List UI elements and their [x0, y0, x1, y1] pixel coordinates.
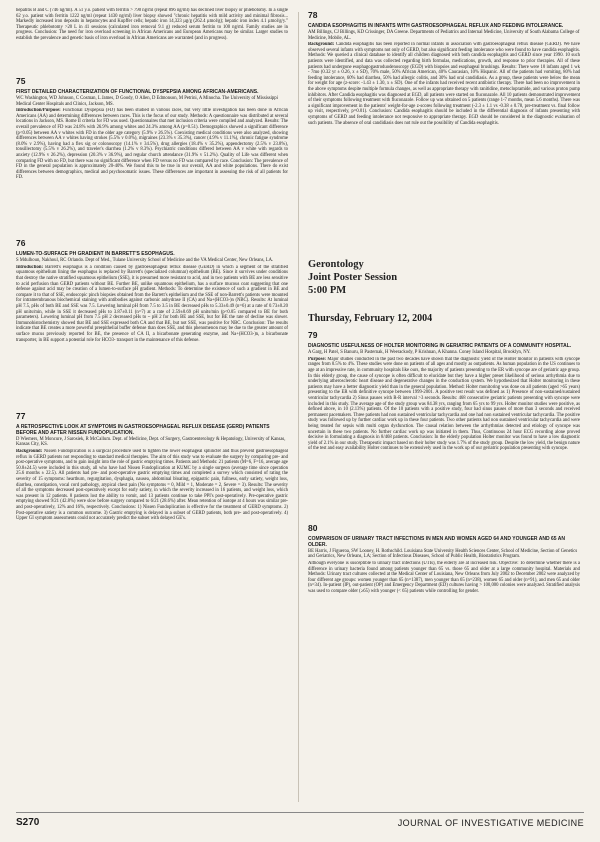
- abstract-authors: D Wiemers, M Moncure, J Sarosiek, R McCallum. Dept. of Medicine, Dept. of Surgery, Gastroenterology & Hepatology, University of Kansas, Kansas City, KS.: [16, 436, 286, 448]
- abstract-authors: BE Harris, J Figueroa, SW Looney, H. Rothschild. Louisiana State University Health Sciences Center, School of Medicine, Section of Genetics and Geriatrics, New Orleans, LA; Section of Infectious Diseases, School of Public Health, Biostatistics Program.: [308, 548, 578, 560]
- page-number: S270: [16, 817, 40, 828]
- abstract-number: 75: [16, 76, 26, 86]
- journal-name: JOURNAL OF INVESTIGATIVE MEDICINE: [397, 817, 584, 828]
- abstract-authors: AM Billings, CJ Billings, KD Crissinger, DA Greene. Departments of Pediatrics and Internal Medicine, University of South Alabama College of Medicine, Mobile, AL.: [308, 30, 580, 41]
- abstract-number: 80: [308, 522, 318, 533]
- page-footer: [16, 812, 584, 828]
- abstract-text: Major studies conducted in the past two decades have shown that the diagnostic yield of the Holter monitor in patients with syncope ranges from 0.5% to 4%. These studies were done on patients of all ages and mostly as outpatients. As human population in the US continues to age at an impressive rate, in community hospitals like ours, the majority of patients presenting to the ER with syncope are of geriatric age group. In this elderly group, the cause of syncope is often difficult to elucidate but they have a higher preset likelihood of serious arrhythmia due to underlying atherosclerotic heart disease and degenerative changes in the conduction system. We hypothesized that Holter monitoring in these patients may have a better diagnostic yield than in the general population. Method: Holter monitoring was done on all patients (aged >65 years) presenting to the ER with definitive syncope between 1999-2001. A positive test result was defined as 1) Presence of non-sustained/sustained ventricular tachycardia 2) Sinus pauses with R-R interval >3 seconds. Results: 468 consecutive geriatric patients presenting with syncope were included in this study. The average age of the study group was 84.38 yrs, ranging from 65 yrs to 99 yrs. Holter monitor studies were positive, as defined above, in 10 (2.13%) patients. Of the 10 patients with a positive study, four had sinus pauses of more than 3 seconds and received permanent pacemakers. Three patients had non sustained ventricular tachycardia and one had non sustained ventricular tachycardia. The positive study was followed up by further cardiac work up in these four patients. Two other patients had non sustained ventricular tachycardia and were being treated for sepsis with multi organ dysfunction. The causal relation between the arrhythmias detected and etiology of syncope was uncertain in these two patients. No further cardiac work up was initiated in them. Thus, Continuous 24 hour ECG recording alone proved decisive in formulating a diagnosis in 8/468 patients. Conclusion: In the elderly population Holter monitor was found to have a low diagnostic yield of 2.1% in our study. Therapeutic impact based on their holter study was 1.7% of the study group. Despite the low yield, the benign nature of the test and easy availability Holter continues to be extensively used in the work up of our geriatric population presenting with syncope.: [308, 356, 580, 452]
- abstract-authors: A Garg, H Patel, S Banuru, B Pasternak, H Weerackody, P Krishnan, A Khanna. Coney Island Hospital, Brooklyn, NY.: [308, 350, 531, 356]
- abstract-title: COMPARISON OF URINARY TRACT INFECTIONS IN MEN AND WOMEN AGED 64 AND YOUNGER AND 65 AN OLDER.: [308, 535, 565, 548]
- abstract-lead: Purpose:: [308, 356, 326, 362]
- abstract-79: [308, 330, 580, 517]
- abstract-body: [16, 449, 288, 617]
- session-header: [308, 258, 580, 297]
- session-track: Gerontology: [308, 259, 364, 271]
- abstract-body: [16, 265, 288, 405]
- right-column: [308, 8, 580, 617]
- abstract-title: CANDIDA ESOPHAGITIS IN INFANTS WITH GASTROESOPHAGEAL REFLUX AND FEEDING INTOLERANCE.: [308, 23, 564, 29]
- session-date: Thursday, February 12, 2004: [308, 313, 433, 325]
- abstract-body: [16, 108, 288, 232]
- abstract-lead: Background:: [16, 448, 43, 454]
- abstract-77: [16, 411, 288, 617]
- abstract-authors: WC Washington, WD Johnson, C Cosman, L James, D Goody, O Allen, D Edmonson, M Petrini, A Minocha. The University of Mississippi Medical Center Hospitals and Clinics, Jackson, MS.: [16, 96, 278, 107]
- abstract-75: [16, 76, 288, 232]
- abstract-lead: Introduction:: [16, 264, 44, 270]
- abstract-body: [308, 42, 580, 232]
- session-time: 5:00 PM: [308, 285, 347, 297]
- abstract-text: Functional Dyspepsia (FD) has been studied in various races, but very little investigation has been done in African Americans (AA) and determining differences between races. This is the focus of our study. Methods: A questionnaire was distributed at several locations in Jackson, MS. Rome II criteria for FD was used. Questionnaires that met inclusion criteria were compiled and analyzed. Results: The overall prevalence of FD was 24.8% with 26.9% among whites and 24.3% among AA (p=0.51). Demographics showed a significant difference (p<0.05) between AA v whites with FD in the older age category (5.9% v 26.5%). Coexisting medical conditions were also analyzed, showing differences between AA v whites having strokes (5.5% v 0.0%), migraines (23.3% v 35.3%), cancer (4.9% v 11.1%), chronic fatigue syndrome (8.0% v 2.9%), having had a flex sig or colonoscopy (14.1% v 34.5%), drug allergies (18.4% v 35.2%), appendectomy (2.5% v 23.8%), tonsillectomy (5.5% v 26.2%), and traveler's diarrhea (1.2% v 8.3%). Psychiatric conditions differed between AA v white with regards to anxiety (12.9% v 26.2%), depression (20.3% v 36.9%), and regular church attendance (31.9% v 51.2%). Quality of Life was different when comparing FD with no FD, but there was no significant difference when FD versus no FD was compared by race. Conclusion: The prevalence of FD in the general population is approximately 20-40%. We found this to be true in our overall, AA and white populations. There do exist differences between demographics, medical and psychosomatic issues. These differences are important in assessing the risk of all patients for FD.: [16, 108, 288, 181]
- abstract-title: FIRST DETAILED CHARACTERIZATION OF FUNCTIONAL DYSPEPSIA AMONG AFRICAN-AMERICANS.: [16, 89, 259, 95]
- abstract-title: DIAGNOSTIC USEFULNESS OF HOLTER MONITORING IN GERIATRIC PATIENTS OF A COMMUNITY HOSPITAL.: [308, 343, 572, 350]
- abstract-text: Candida esophagitis has been reported in normal infants in association with gastroesophageal reflux disease (GERD). We have observed several infants with symptoms not only of GERD, but also significant feeding intolerance who were found to have candida esophagitis. Methods: We queried a clinical database to identify all children diagnosed with both candida esophagitis and GERD since year 1990. 10 such patients were identified, and data was collected regarding birth formulas, medications, growth, and response to prior therapies. All of these patients had undergone esophagogastroduodenoscopy (EGD) with biopsies and esophageal brushings. Results: There were 10 infants aged 1 wk - 7mo (0.32 yr ± 0.26, x ± SD), 70% male, 50% African American, 40% Caucasian, 10% Hispanic. All of the patients had vomiting, 80% had feeding intolerance, 60% had diarrhea, 50% had allergic colitis, and 30% had oral candidiasis. As a group, these patients were below the mean for weight for age (z-score: -1.43 ± 1.30, x ± SD). One of the infants had received recent antibiotic therapy. There had been no improvement in the above symptoms despite multiple formula changes, as well as appropriate therapy with ranitidine, metoclopramide, and various proton pump inhibitors. After Candida esophagitis was diagnosed at EGD, all patients were started on fluconazole. All 10 patients demonstrated improvement of their symptoms following treatment with fluconazole. Follow up was obtained on 5 patients (range 1-7 months, mean 5.6 months). There was a significant improvement in the patients' weight-for-age z-scores following treatment (-2.3 ± 1.1 vs -0.38 ± 0.78, pre-treatment vs. final follow up visit, respectively, p=0.01). Conclusion: Candida esophagitis should be included in the differential diagnosis of infants presenting with symptoms of GERD and feeding intolerance not responsive to appropriate therapy. EGD should be considered in the diagnostic evaluation of such patients. The absence of oral candidiasis does not rule out the possibility of Candida esophagitis.: [308, 42, 580, 126]
- abstract-title: A RETROSPECTIVE LOOK AT SYMPTOMS IN GASTROESOPHAGEAL REFLUX DISEASE (GERD) PATIENTS BEFORE AND AFTER NISSEN FUNDOPLICATION.: [16, 423, 270, 436]
- abstract-number: 79: [308, 330, 318, 341]
- abstract-text: Although everyone is susceptible to urinary tract infections (UTIs), the elderly are at increased risk. Objective: To determine whether there is a difference in urinary bacteria found among patients younger than 65 vs. those 65 and older at a large community hospital. Materials and Methods: Urinary tract cultures collected at the Medical Center of Louisiana, New Orleans from July 2002 to December 2002 were analyzed by four different age groups: women younger than 65 (n=1387), men younger than 65 (n=238), women 65 and older (n=91), and men 65 and older (n=34). In-patient (IP), out-patient (OP) and Emergency Department (ED) cultures having > 100,000 colonies were analyzed. Stratified analysis was used to compare older (≥65) with younger (< 65) patients while controlling for gender.: [308, 560, 580, 594]
- abstract-body: [308, 357, 580, 517]
- continued-abstract-text: hepatitis B and C (746 ng/ml). A 51 y.o. patient with ferritin > 790 ng/ml (repeat 896 ng/ml) has declined liver biopsy or phlebotomy. In a single 62 y.o. patient with ferritin 1222 ng/ml (repeat 1430 ng/ml) liver biopsy showed "chronic hepatitis with mild activity and minimal fibrosis... Markedly increased iron deposits in hepatocytes and Kupffer cells; hepatic iron 14,323 µg/g (262.4 µmol/g); hepatic iron index 4.1 µmol/g/y." Therapeutic phlebotomy >20 L in 41 sessions (calculated iron removal 9.1 g) reduced serum ferritin to 100 ng/ml. Family studies are in progress. Conclusion: The need for iron overload screening in African Americans and European Americans may be similar. Larger studies to establish the prevalence and genetic basis of iron overload in African Americans are warranted (and in progress).: [16, 8, 288, 41]
- session-type: Joint Poster Session: [308, 272, 398, 284]
- left-column: [16, 8, 288, 617]
- abstract-number: 76: [16, 238, 26, 249]
- column-divider: [298, 12, 299, 802]
- abstract-number: 77: [16, 410, 26, 421]
- abstract-lead: Introduction/Purpose:: [16, 108, 61, 114]
- abstract-number: 78: [308, 10, 318, 20]
- abstract-78: [308, 10, 580, 232]
- abstract-body: [308, 561, 580, 617]
- abstract-76: [16, 238, 288, 405]
- abstract-title: LUMEN-TO-SURFACE PH GRADIENT IN BARRETT'S ESOPHAGUS.: [16, 251, 175, 258]
- abstract-80: [308, 523, 580, 617]
- abstract-text: Nissen Fundoplication is a surgical procedure used to tighten the lower esophageal sphincter and thus prevent gastroesophageal reflux in GERD patients not responding to standard medical therapies. The aim of this study was to evaluate the surgery by comparing pre- and post-operative symptoms, and to gain insight into the role of gastric emptying times. Patients and Methods: 21 patients (M=6, F=16, average age 50.8±24.5) were included in this study, all who have had Nissen Fundoplication at KUMC by a single surgeon (average time since operation 25.6 months ± 22.5). All patients had pre- and post-operative gastric emptying times and completed a survey which consisted of rating the severity of 15 symptoms: heartburn, regurgitation, dysphagia, nausea, abdominal bloating, epigastric pain, fullness, early satiety, weight loss, diarrhea, constipation, vocal cord pathology, atypical chest pain (No symptoms = 0, Mild = 1, Moderate = 2, Severe = 3). Results: The severity of all the symptoms decreased post-operatively except for early satiety, in which the severity increased in 16 patients, and weight loss, which was present in 12 patients. 8 patients lost the ability to vomit, and 13 patients continue to take PPI's post-operatively. Pre-operative gastric emptying showed 9/21 (42.8%) were slow before surgery compared to 6/21 (28.6%) after. Mean retention of isotope at 4 hours was similar pre- and post-operatively, 12% and 16%, respectively. Conclusions: 1) Nissen Fundoplication is effective for the treatment of GERD symptoms. 2) Post-operative satiety is a common outcome. 3) Gastric emptying is delayed in a subset of GERD patients, both pre- and post-operatively. 4) Upper GI symptom assessments could not accurately predict the subset with delayed GE's.: [16, 448, 288, 522]
- abstract-text: Barrett's esophagus is a condition caused by gastroesophageal reflux disease (GERD) in which a segment of the stratified squamous epithelium lining the esophagus is replaced by Barrett's (specialized columnar) epithelium (BE). Since it survives under conditions that destroy the native stratified squamous epithelium (SSE), it is presumed more resistant to acid, and in two patients with BE are less sensitive to acid perfusion than GERD patients without BE. Further BE, unlike squamous epithelium, has a surface mucous coat suggesting that one defense against acid may be creation of a lumen-to-surface pH gradient. Methods: To determine the existence of such a gradient in BE and compare it to that of SSE, endoscopic pinch biopsies obtained from the Barrett's epithelium and the SSE of non-Barrett's patients were mounted for intramembranous biochemical staining with antibodies against carbonic anhydrase II (CA) and Na+(HCO3-)n (NBC). Results: At luminal pH 7.5, pHs of both BE and SSE was 7.5. Lowering luminal pH from 7.5 to 3.5 in BE decreased pHs to 5.33±0.49 (n=6) at a rate of 0.73±0.20 pH units/min, while in SSE it decreased pHs to 3.87±0.11 (n=7) at a rate of 2.59±0.69 pH units/min (p<0.05 compared to BE for both parameters). Lowering luminal pH from 7.5 pH 2 decreased pHs to ~ pH 2 for both BE and SSE, but for BE the rate of decline was slower. Immunohistochemistry showed that BE and SSE expressed both CA and that BE, but not SSE, was positive for NBC. Conclusion: The results indicate that BE creates a more powerful preepithelial buffer defense than does SSE, and this phenomenon may be due to the greater amount of surface mucus previously reported for BE, the presence of CA II, a bicarbonate generating enzyme, and Na+(HCO3-)n, a bicarbonate transporter, in BE support a potential role for HCO3- transport in the maintenance of this defense.: [16, 264, 288, 343]
- abstract-authors: S Mdulhoun, Nakhoul, RC Orlando. Dept of Med., Tulane University School of Medicine and the VA Medical Center, New Orleans, LA.: [16, 258, 274, 264]
- abstract-lead: Background:: [308, 42, 335, 48]
